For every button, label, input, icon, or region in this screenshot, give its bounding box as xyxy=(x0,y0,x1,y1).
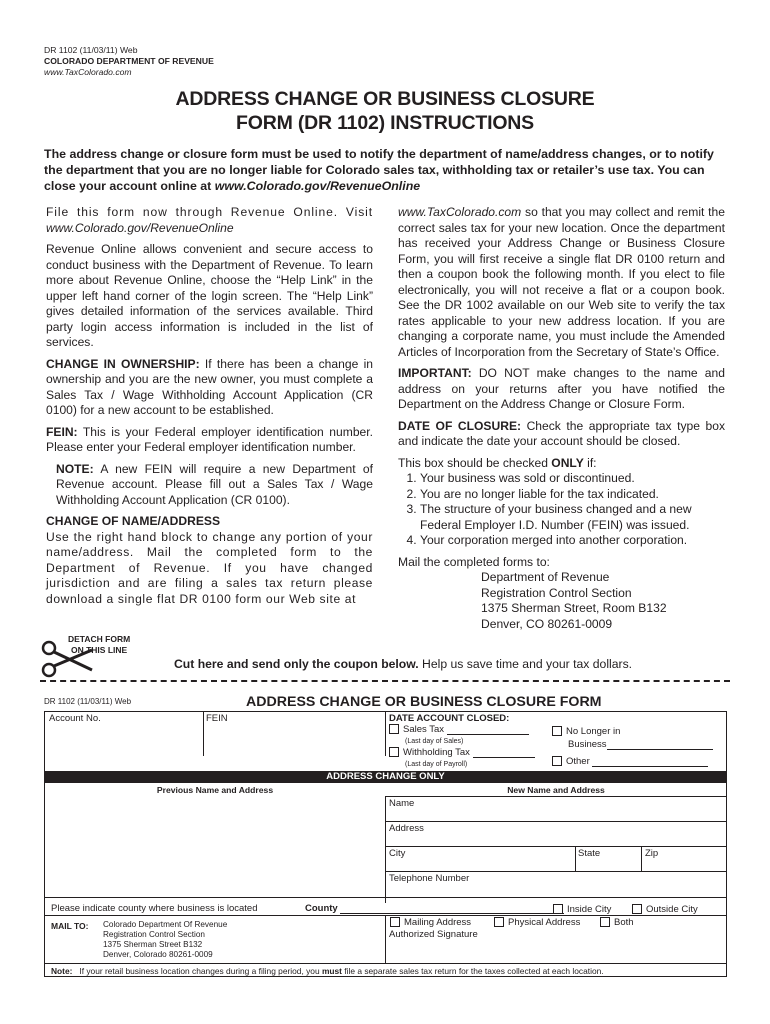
revenue-online-description: Revenue Online allows convenient and secure access to conduct business with the Department of Revenue. To learn more about Revenue Online, choose the “Help Link” in the upper left hand corner of the login screen. The “Help Link” gives detailed information of the services available. Third party login access information is included in the list of services. xyxy=(46,242,373,349)
no-longer-option[interactable]: No Longer in xyxy=(552,726,620,737)
zip-field[interactable]: Zip xyxy=(645,848,659,859)
physical-address-checkbox[interactable] xyxy=(494,917,504,927)
closure-conditions-list xyxy=(398,471,725,549)
header-website: www.TaxColorado.com xyxy=(44,67,132,77)
sales-tax-checkbox[interactable] xyxy=(389,724,399,734)
fein-paragraph: FEIN: This is your Federal employer identification number. Please enter your Federal employer identification number. xyxy=(46,424,373,454)
condition-item: 2. You are no longer liable for the tax indicated. xyxy=(420,487,725,503)
sales-tax-sub: (Last day of Sales) xyxy=(405,738,464,745)
physical-address-option[interactable]: Physical Address xyxy=(494,917,580,928)
name-address-paragraph: Use the right hand block to change any portion of your name/address. Mail the completed form to the Department of Revenue. If you have changed jurisdiction and are filing a sales tax return please download a single flat DR 0100 form our Web site at xyxy=(46,529,373,606)
condition-item: 4. Your corporation merged into another corporation. xyxy=(420,533,725,549)
coupon-title: ADDRESS CHANGE OR BUSINESS CLOSURE FORM xyxy=(246,694,602,710)
previous-address-area[interactable] xyxy=(385,796,386,903)
mail-address-block: Department of Revenue Registration Control Section 1375 Sherman Street, Room B132 Denver, CO 80261-0009 xyxy=(481,570,667,631)
ownership-paragraph: CHANGE IN OWNERSHIP: If there has been a change in ownership and you are the new owner, you must complete a Sales Tax / Wage Withholding Account Application (CR 0100) for a new account to be established. xyxy=(46,356,373,417)
page-title-line-2: FORM (DR 1102) INSTRUCTIONS xyxy=(236,112,534,134)
check-only-if: This box should be checked ONLY if: xyxy=(398,455,597,470)
taxcolorado-link[interactable]: www.TaxColorado.com xyxy=(398,205,522,219)
inside-city-checkbox[interactable] xyxy=(553,904,563,914)
no-longer-checkbox[interactable] xyxy=(552,726,562,736)
instructions-right-column xyxy=(398,205,725,632)
other-option[interactable]: Other xyxy=(552,756,708,767)
both-checkbox[interactable] xyxy=(600,917,610,927)
detach-label: DETACH FORM ON THIS LINE xyxy=(68,634,131,655)
page-title-line-1: ADDRESS CHANGE OR BUSINESS CLOSURE xyxy=(175,88,595,110)
cut-instruction: Cut here and send only the coupon below. Help us save time and your tax dollars. xyxy=(174,657,633,671)
outside-city-option[interactable]: Outside City xyxy=(632,904,698,915)
withholding-sub: (Last day of Payroll) xyxy=(405,761,468,768)
mailing-address-checkbox[interactable] xyxy=(390,917,400,927)
coupon-form xyxy=(44,711,727,977)
name-field[interactable]: Name xyxy=(389,798,415,809)
telephone-field[interactable]: Telephone Number xyxy=(389,873,470,884)
scissors-icon xyxy=(40,640,96,685)
state-field[interactable]: State xyxy=(578,848,601,859)
address-field[interactable]: Address xyxy=(389,823,424,834)
mail-intro: Mail the completed forms to: xyxy=(398,554,550,569)
form-id: DR 1102 (11/03/11) Web xyxy=(44,45,138,55)
coupon-mail-address: Colorado Department Of Revenue Registration Control Section 1375 Sherman Street B132 Denver, Colorado 80261-0009 xyxy=(103,920,228,959)
inside-city-option[interactable]: Inside City xyxy=(553,904,611,915)
mailing-address-option[interactable]: Mailing Address xyxy=(390,917,471,928)
closure-paragraph: DATE OF CLOSURE: Check the appropriate tax type box and indicate the date your account should be closed. xyxy=(398,418,725,448)
revenue-online-link[interactable]: www.Colorado.gov/RevenueOnline xyxy=(46,220,234,235)
coupon-note: Note: If your retail business location changes during a filing period, you must file a separate sales tax return for the taxes collected at each location. xyxy=(51,966,604,976)
department-name: COLORADO DEPARTMENT OF REVENUE xyxy=(44,56,214,66)
name-address-heading: CHANGE OF NAME/ADDRESS xyxy=(46,514,221,528)
instructions-left-column xyxy=(46,205,373,613)
both-option[interactable]: Both xyxy=(600,917,634,928)
business-field[interactable]: Business xyxy=(568,739,713,750)
mail-to-label: MAIL TO: xyxy=(51,921,89,931)
county-field[interactable]: County xyxy=(305,903,564,914)
address-change-bar: ADDRESS CHANGE ONLY xyxy=(45,771,726,783)
tax-collect-paragraph: www.TaxColorado.com so that you may collect and remit the correct sales tax for your new location. Once the department has received your Address Change or Business Closure Form, you will first receive a single flat DR 0100 return and then a coupon book the following month. If you elect to file electronically, you will not receive a flat or a coupon book. See the DR 1002 available on our Web site to verify the tax rates applicable to your new address location. If you are changing a corporate name, you must include the Amended Articles of Incorporation from the Secretary of State’s Office. xyxy=(398,205,725,359)
city-field[interactable]: City xyxy=(389,848,406,859)
condition-item: 1. Your business was sold or discontinued. xyxy=(420,471,725,487)
withholding-checkbox[interactable] xyxy=(389,747,399,757)
fein-label: FEIN xyxy=(206,713,228,724)
revenue-online-paragraph: File this form now through Revenue Online. Visit www.Colorado.gov/RevenueOnline xyxy=(46,205,373,235)
new-heading: New Name and Address xyxy=(507,785,605,795)
coupon-form-id: DR 1102 (11/03/11) Web xyxy=(44,697,132,706)
account-no-label: Account No. xyxy=(49,713,101,724)
cut-line[interactable] xyxy=(40,680,730,682)
intro-link[interactable]: www.Colorado.gov/RevenueOnline xyxy=(214,179,421,193)
county-instruction: Please indicate county where business is located xyxy=(51,903,258,914)
important-paragraph: IMPORTANT: DO NOT make changes to the name and address on your returns after you have notified the Department on the Address Change or Closure Form. xyxy=(398,366,725,411)
previous-heading: Previous Name and Address xyxy=(156,785,274,795)
sales-tax-option[interactable]: Sales Tax xyxy=(389,724,529,735)
date-closed-label: DATE ACCOUNT CLOSED: xyxy=(389,713,510,724)
other-checkbox[interactable] xyxy=(552,756,562,766)
intro-paragraph: The address change or closure form must be used to notify the department of name/address changes, or to notify the department that you are no longer liable for Colorado sales tax, withholding tax or retailer’s use tax. You can close your account online at www.Colorado.gov/RevenueOnline xyxy=(44,147,714,193)
condition-item: 3. The structure of your business changed and a new Federal Employer I.D. Number (FEIN) was issued. xyxy=(420,502,725,533)
outside-city-checkbox[interactable] xyxy=(632,904,642,914)
withholding-option[interactable]: Withholding Tax xyxy=(389,747,535,758)
signature-field[interactable]: Authorized Signature xyxy=(389,929,478,940)
fein-note: NOTE: A new FEIN will require a new Department of Revenue account. Please fill out a Sales Tax / Wage Withholding Account Application (CR 0100). xyxy=(56,461,373,507)
